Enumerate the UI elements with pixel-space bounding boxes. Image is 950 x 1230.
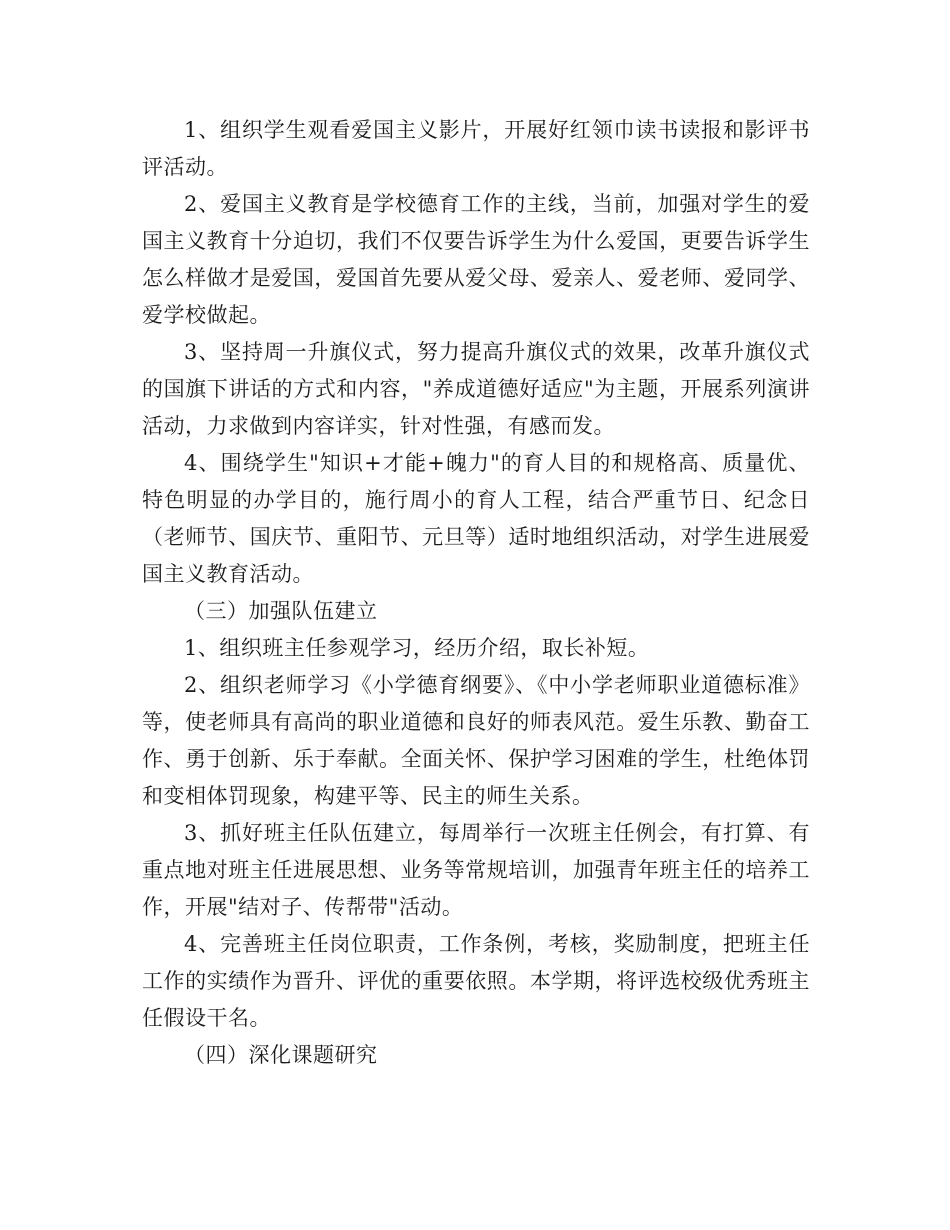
- document-body: [142, 112, 810, 1074]
- paragraph-teacher-visits: 1、组织班主任参观学习，经历介绍，取长补短。: [184, 636, 650, 660]
- paragraph-patriotic-education: 2、爱国主义教育是学校德育工作的主线，当前，加强对学生的爱国主义教育十分迫切，我们不仅要告诉学生为什么爱国，更要告诉学生怎么样做才是爱国，爱国首先要从爱父母、爱亲人、爱老师、爱同学、爱学校做起。: [142, 192, 810, 327]
- paragraph-flag-ceremony: 3、坚持周一升旗仪式，努力提高升旗仪式的效果，改革升旗仪式的国旗下讲话的方式和内容，"养成道德好适应"为主题，开展系列演讲活动，力求做到内容详实，针对性强，有感而发。: [142, 340, 810, 438]
- section-heading-research: （四）深化课题研究: [184, 1043, 378, 1067]
- paragraph-teacher-ethics: 2、组织老师学习《小学德育纲要》、《中小学老师职业道德标准》等，使老师具有高尚的职业道德和良好的师表风范。爱生乐教、勤奋工作、勇于创新、乐于奉献。全面关怀、保护学习困难的学生，杜绝体罚和变相体罚现象，构建平等、民主的师生关系。: [142, 673, 810, 808]
- paragraph-patriotic-films: 1、组织学生观看爱国主义影片，开展好红领巾读书读报和影评书评活动。: [142, 118, 810, 179]
- paragraph-education-project: 4、围绕学生"知识+才能+魄力"的育人目的和规格高、质量优、特色明显的办学目的，施行周小的育人工程，结合严重节日、纪念日（老师节、国庆节、重阳节、元旦等）适时地组织活动，对学生进展爱国主义教育活动。: [142, 451, 810, 586]
- paragraph-teacher-meetings: 3、抓好班主任队伍建立，每周举行一次班主任例会，有打算、有重点地对班主任进展思想、业务等常规培训，加强青年班主任的培养工作，开展"结对子、传帮带"活动。: [142, 821, 810, 919]
- section-heading-team-building: （三）加强队伍建立: [184, 599, 378, 623]
- paragraph-teacher-responsibilities: 4、完善班主任岗位职责，工作条例，考核，奖励制度，把班主任工作的实绩作为晋升、评优的重要依照。本学期，将评选校级优秀班主任假设干名。: [142, 932, 810, 1030]
